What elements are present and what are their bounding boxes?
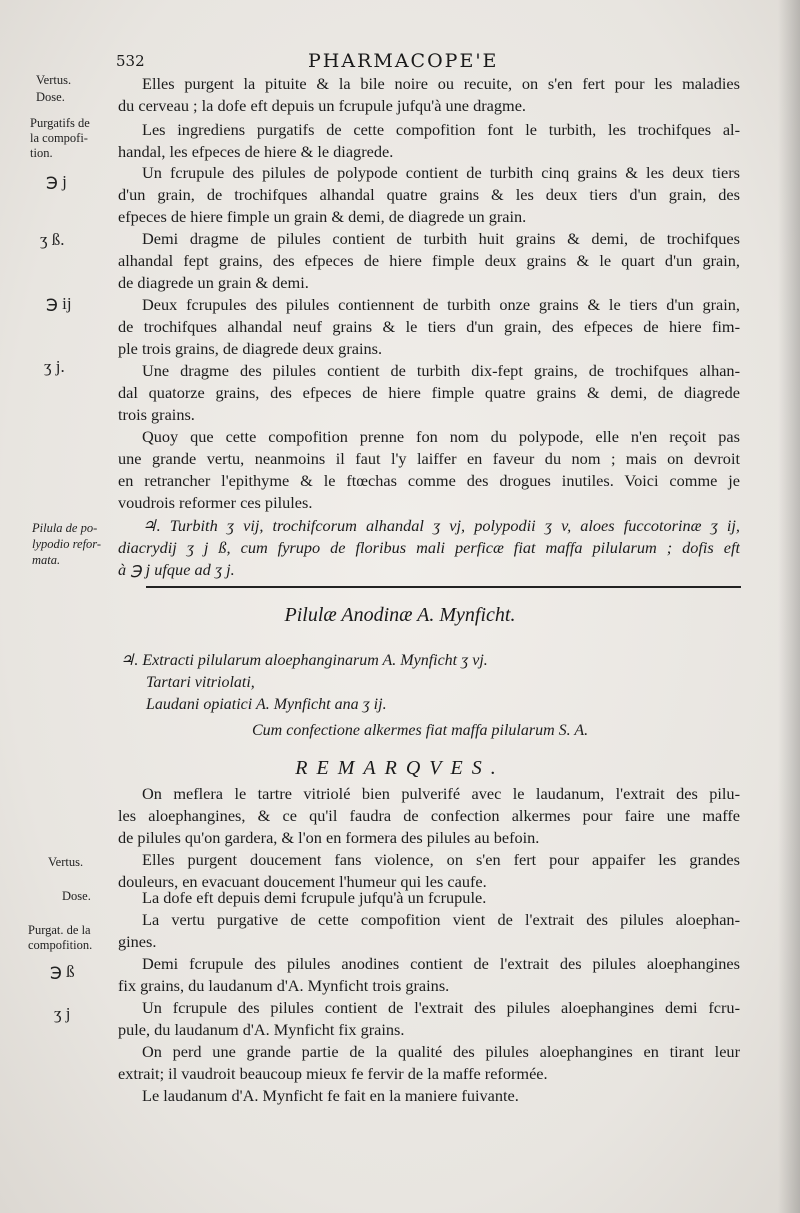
text-line: Demi fcrupule des pilules anodines contient de l'extrait des pilules aloephangines [142,954,740,973]
text-line: extrait; il vaudroit beaucoup mieux fe fervir de la maffe reformée. [118,1064,548,1083]
margin-note-dose-2: Dose. [62,889,91,903]
margin-note-composition-2: compofition. [28,938,93,952]
margin-note-lypodio: lypodio refor- [32,537,102,551]
running-title: PHARMACOPE'E [308,50,499,72]
text-line: fix grains, du laudanum d'A. Mynficht trois grains. [118,976,450,995]
text-line: en retrancher l'epithyme & le ftœchas comme des drogues inutiles. Voici comme je [118,471,740,490]
text-line: de diagrede un grain & demi. [118,273,309,292]
text-line: La vertu purgative de cette compofition vient de l'extrait des pilules aloephan- [142,910,740,929]
remarques-heading: REMARQVES. [295,757,505,779]
margin-note-pilula: Pilula de po- [32,521,98,535]
formula-line: diacrydij ʒ j ß, cum fyrupo de floribus mali perficæ fiat maffa pilularum ; dofis eft [118,538,740,557]
text-line: voudrois reformer ces pilules. [118,493,313,512]
text-line: Le laudanum d'A. Mynficht fe fait en la maniere fuivante. [142,1086,519,1105]
text-line: du cerveau ; la dofe eft depuis un fcrupule jufqu'à une dragme. [118,96,526,115]
text-line: Les ingrediens purgatifs de cette compofition font le turbith, les trochifques al- [142,120,740,139]
text-line: Un fcrupule des pilules contient de l'extrait des pilules aloephangines demi fcru- [142,998,740,1017]
margin-note-purgatifs: Purgatifs de [30,116,90,130]
text-line: gines. [118,932,157,951]
recipe-line: Laudani opiatici A. Mynficht ana ʒ ij. [146,696,387,713]
text-line: Elles purgent doucement fans violence, on s'en fert pour appaifer les grandes [142,850,740,869]
text-line: On perd une grande partie de la qualité des pilules aloephangines en tirant leur [142,1042,740,1061]
margin-symbol-one-dram-2: ʒ j [54,1004,71,1023]
formula-line: ♃. Turbith ʒ vij, trochifcorum alhandal ʒ vj, polypodii ʒ v, aloes fuccotorinæ ʒ ij, [142,516,740,535]
margin-note-dose: Dose. [36,90,65,104]
formula-line: à ℈ j ufque ad ʒ j. [118,560,235,579]
text-line: trois grains. [118,405,195,424]
text-line: Une dragme des pilules contient de turbith dix-fept grains, de trochifques alhan- [142,361,740,380]
recipe-line: ♃. Extracti pilularum aloephanginarum A. Mynficht ʒ vj. [120,652,488,669]
margin-note-purgat: Purgat. de la [28,923,91,937]
margin-symbol-two-scruples: ℈ ij [46,294,72,313]
text-line: On meflera le tartre vitriolé bien pulverifé avec le laudanum, l'extrait des pilu- [142,784,740,803]
text-line: alhandal fept grains, des efpeces de hiere fimple deux grains & le quart d'un grain, [118,251,740,270]
margin-symbol-half-dram: ʒ ß. [40,230,65,249]
text-line: efpeces de hiere fimple un grain & demi, de diagrede un grain. [118,207,527,226]
recipe-line: Cum confectione alkermes fiat maffa pilularum S. A. [252,722,589,739]
text-line: handal, les efpeces de hiere & le diagrede. [118,142,394,161]
margin-symbol-scruple-one: ℈ j [46,172,67,191]
text-line: Quoy que cette compofition prenne fon nom du polypode, elle n'en reçoit pas [142,427,740,446]
margin-note-tion: tion. [30,146,53,160]
text-line: les aloephangines, & ce qu'il faudra de confection alkermes pour faire une maffe [118,806,740,825]
margin-note-mata: mata. [32,553,61,567]
text-line: ple trois grains, de diagrede deux grains. [118,339,383,358]
margin-note-composition: la compofi- [30,131,88,145]
section-divider [146,586,741,588]
margin-symbol-half-scruple: ℈ ß [50,962,75,981]
text-line: douleurs, en evacuant doucement l'humeur qui les caufe. [118,872,487,891]
text-line: La dofe eft depuis demi fcrupule jufqu'à un fcrupule. [142,888,487,907]
text-line: dal quatorze grains, des efpeces de hiere fimple quatre grains & demi, de diagrede [118,383,740,402]
text-line: d'un grain, de trochifques alhandal quatre grains & les deux tiers d'un grain, des [118,185,740,204]
text-line: de pilules qu'on gardera, & l'on en formera des pilules au befoin. [118,828,540,847]
margin-symbol-one-dram: ʒ j. [44,357,65,376]
margin-note-vertus-2: Vertus. [48,855,84,869]
recipe-line: Tartari vitriolati, [146,674,255,691]
text-line: Elles purgent la pituite & la bile noire ou recuite, on s'en fert pour les maladies [142,74,740,93]
text-line: Un fcrupule des pilules de polypode contient de turbith cinq grains & les deux tiers [142,163,740,182]
text-line: une grande vertu, neanmoins il faut l'y laiffer en faveur du nom ; mais on devroit [118,449,740,468]
margin-note-vertus: Vertus. [36,73,72,87]
section-title: Pilulæ Anodinæ A. Mynficht. [284,604,516,626]
text-line: Deux fcrupules des pilules contiennent de turbith onze grains & le tiers d'un grain, [142,295,740,314]
text-line: pule, du laudanum d'A. Mynficht fix grains. [118,1020,405,1039]
text-line: de trochifques alhandal neuf grains & le tiers d'un grain, des efpeces de hiere fim- [118,317,740,336]
text-line: Demi dragme de pilules contient de turbith huit grains & demi, de trochifques [142,229,740,248]
page-number: 532 [116,52,145,70]
